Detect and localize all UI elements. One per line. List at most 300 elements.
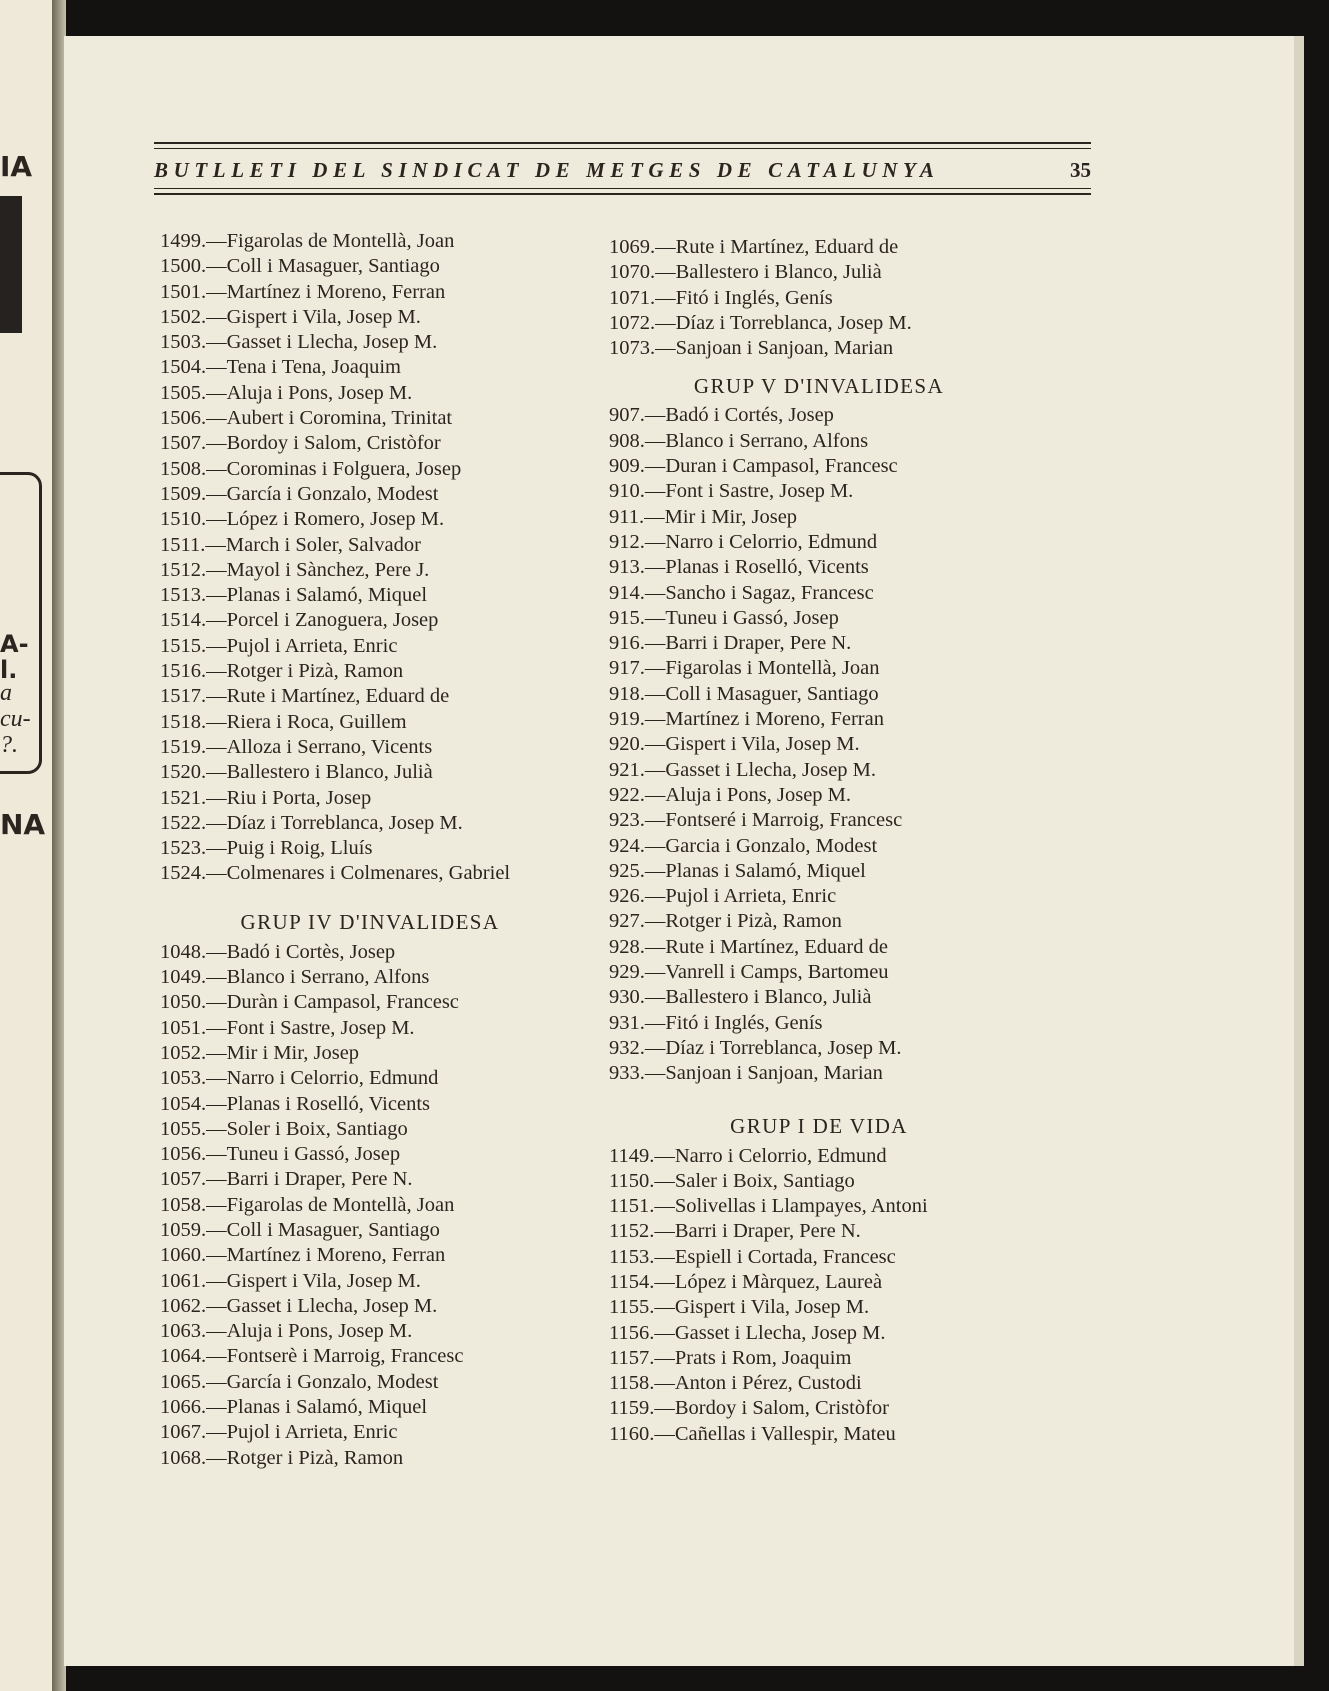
entry-number: 1516. bbox=[160, 660, 207, 683]
entry-dash: — bbox=[206, 1193, 227, 1216]
entry-dash: — bbox=[644, 986, 666, 1009]
list-entry bbox=[160, 836, 580, 861]
entry-dash: — bbox=[644, 455, 666, 478]
entry-dash: — bbox=[206, 558, 227, 581]
entry-dash: — bbox=[654, 1296, 675, 1319]
entry-number: 917. bbox=[609, 657, 645, 680]
entry-name: Pujol i Arrieta, Enric bbox=[665, 885, 837, 908]
entry-name: Gasset i Llecha, Josep M. bbox=[226, 1294, 438, 1317]
entry-dash: — bbox=[644, 1036, 666, 1059]
entry-number: 1150. bbox=[609, 1169, 655, 1192]
entry-dash: — bbox=[206, 991, 227, 1014]
entry-dash: — bbox=[644, 480, 666, 503]
entry-dash: — bbox=[644, 733, 666, 756]
entry-dash: — bbox=[644, 505, 665, 528]
list-entry bbox=[609, 260, 1029, 285]
entry-number: 1068. bbox=[160, 1446, 207, 1469]
entry-name: Mir i Mir, Josep bbox=[664, 505, 798, 528]
entry-number: 1058. bbox=[160, 1193, 207, 1216]
entry-dash: — bbox=[644, 708, 666, 731]
entry-number: 1505. bbox=[160, 381, 207, 404]
header-top-rule-thin bbox=[154, 148, 1091, 149]
entry-number: 909. bbox=[609, 455, 645, 478]
entry-dash: — bbox=[654, 1270, 675, 1293]
entry-number: 920. bbox=[609, 733, 645, 756]
list-entry bbox=[160, 254, 580, 279]
entry-number: 1053. bbox=[160, 1067, 207, 1090]
list-entry bbox=[609, 530, 1029, 555]
entry-name: Fitó i Inglés, Genís bbox=[665, 1011, 823, 1034]
entry-number: 1151. bbox=[609, 1195, 655, 1218]
entry-dash: — bbox=[206, 837, 227, 860]
entry-name: Martínez i Moreno, Ferran bbox=[226, 280, 446, 303]
entry-dash: — bbox=[206, 1092, 227, 1115]
entry-number: 1524. bbox=[160, 862, 207, 885]
entry-number: 1504. bbox=[160, 356, 207, 379]
adjacent-page-text: ?. bbox=[0, 732, 18, 758]
list-entry bbox=[609, 859, 1029, 884]
list-entry bbox=[609, 631, 1029, 656]
entry-dash: — bbox=[654, 1245, 675, 1268]
entry-number: 1153. bbox=[609, 1245, 655, 1268]
entry-number: 1159. bbox=[609, 1397, 655, 1420]
adjacent-page-text: IA bbox=[0, 150, 33, 183]
list-entry bbox=[609, 311, 1029, 336]
entry-dash: — bbox=[206, 255, 227, 278]
entry-name: Vanrell i Camps, Bartomeu bbox=[665, 961, 889, 984]
entry-dash: — bbox=[206, 1370, 227, 1393]
entry-number: 1055. bbox=[160, 1117, 207, 1140]
entry-name: Garcia i Gonzalo, Modest bbox=[665, 834, 878, 857]
entry-name: Bordoy i Salom, Cristòfor bbox=[226, 432, 441, 455]
adjacent-page-text: a bbox=[0, 680, 12, 706]
entry-dash: — bbox=[654, 1220, 675, 1243]
entry-number: 915. bbox=[609, 606, 645, 629]
entry-number: 922. bbox=[609, 783, 645, 806]
member-list bbox=[609, 1144, 1029, 1448]
list-entry bbox=[609, 429, 1029, 454]
list-entry bbox=[609, 1219, 1029, 1244]
entry-name: Figarolas de Montellà, Joan bbox=[226, 1193, 455, 1216]
entry-name: Narro i Celorrio, Edmund bbox=[674, 1144, 887, 1167]
entry-dash: — bbox=[644, 758, 666, 781]
member-list bbox=[609, 403, 1029, 1086]
entry-dash: — bbox=[206, 457, 227, 480]
entry-dash: — bbox=[206, 508, 227, 531]
list-entry bbox=[160, 431, 580, 456]
entry-name: Porcel i Zanoguera, Josep bbox=[226, 609, 439, 632]
list-entry bbox=[609, 1346, 1029, 1371]
entry-number: 1057. bbox=[160, 1168, 207, 1191]
entry-name: Díaz i Torreblanca, Josep M. bbox=[226, 811, 463, 834]
list-entry bbox=[160, 381, 580, 406]
entry-dash: — bbox=[206, 660, 227, 683]
list-entry bbox=[609, 1169, 1029, 1194]
right-column bbox=[609, 235, 1029, 1447]
group-heading: GRUP V D'INVALIDESA bbox=[693, 374, 945, 399]
header-bottom-rule bbox=[154, 193, 1091, 195]
entry-name: Pujol i Arrieta, Enric bbox=[226, 1421, 398, 1444]
entry-dash: — bbox=[644, 530, 666, 553]
list-entry bbox=[609, 505, 1029, 530]
entry-name: Planas i Salamó, Miquel bbox=[226, 1396, 428, 1419]
entry-number: 1063. bbox=[160, 1320, 207, 1343]
entry-name: Planas i Salamó, Miquel bbox=[665, 859, 866, 882]
entry-name: Martínez i Moreno, Ferran bbox=[665, 708, 884, 731]
list-entry bbox=[160, 760, 580, 785]
entry-name: Sanjoan i Sanjoan, Marian bbox=[675, 337, 894, 360]
entry-dash: — bbox=[655, 311, 676, 334]
entry-dash: — bbox=[644, 632, 666, 655]
entry-name: Blanco i Serrano, Alfons bbox=[665, 429, 869, 452]
list-entry bbox=[160, 861, 580, 886]
entry-number: 1160. bbox=[609, 1422, 655, 1445]
entry-dash: — bbox=[644, 581, 666, 604]
entry-dash: — bbox=[644, 1062, 666, 1085]
entry-dash: — bbox=[206, 482, 227, 505]
entry-dash: — bbox=[644, 910, 666, 933]
entry-name: Gispert i Vila, Josep M. bbox=[674, 1296, 870, 1319]
entry-number: 1521. bbox=[160, 786, 207, 809]
entry-dash: — bbox=[655, 236, 676, 258]
list-entry bbox=[160, 305, 580, 330]
entry-number: 1066. bbox=[160, 1396, 207, 1419]
entry-name: Font i Sastre, Josep M. bbox=[665, 480, 854, 503]
entry-number: 1059. bbox=[160, 1218, 207, 1241]
entry-name: Mir i Mir, Josep bbox=[226, 1041, 360, 1064]
list-entry bbox=[160, 684, 580, 709]
entry-name: Colmenares i Colmenares, Gabriel bbox=[226, 862, 511, 885]
list-entry bbox=[609, 581, 1029, 606]
entry-dash: — bbox=[206, 609, 227, 632]
list-entry bbox=[609, 909, 1029, 934]
entry-number: 933. bbox=[609, 1062, 645, 1085]
list-entry bbox=[609, 403, 1029, 428]
entry-dash: — bbox=[206, 305, 227, 328]
entry-name: Rute i Martínez, Eduard de bbox=[675, 236, 899, 258]
entry-dash: — bbox=[206, 1294, 227, 1317]
list-entry bbox=[609, 1011, 1029, 1036]
entry-number: 1520. bbox=[160, 761, 207, 784]
running-header bbox=[154, 158, 1091, 198]
entry-dash: — bbox=[644, 1011, 666, 1034]
entry-number: 1152. bbox=[609, 1220, 655, 1243]
list-entry bbox=[609, 1396, 1029, 1421]
entry-number: 932. bbox=[609, 1036, 645, 1059]
list-entry bbox=[160, 457, 580, 482]
entry-number: 1157. bbox=[609, 1346, 655, 1369]
entry-name: Barri i Draper, Pere N. bbox=[226, 1168, 413, 1191]
entry-name: Cañellas i Vallespir, Mateu bbox=[674, 1422, 896, 1445]
entry-number: 1517. bbox=[160, 685, 207, 708]
entry-number: 924. bbox=[609, 834, 645, 857]
list-entry bbox=[160, 406, 580, 431]
entry-number: 1049. bbox=[160, 966, 207, 989]
entry-number: 1156. bbox=[609, 1321, 655, 1344]
entry-name: Aubert i Coromina, Trinitat bbox=[226, 407, 453, 430]
entry-number: 1158. bbox=[609, 1372, 655, 1395]
entry-name: Aluja i Pons, Josep M. bbox=[665, 783, 852, 806]
entry-number: 1511. bbox=[160, 533, 206, 556]
list-entry bbox=[609, 985, 1029, 1010]
entry-number: 925. bbox=[609, 859, 645, 882]
list-entry bbox=[609, 1061, 1029, 1086]
entry-name: Bordoy i Salom, Cristòfor bbox=[674, 1397, 889, 1420]
list-entry bbox=[609, 682, 1029, 707]
entry-number: 1069. bbox=[609, 236, 656, 258]
list-entry bbox=[160, 229, 580, 254]
list-entry bbox=[160, 940, 580, 965]
entry-dash: — bbox=[654, 1321, 675, 1344]
list-entry bbox=[609, 454, 1029, 479]
list-entry bbox=[609, 286, 1029, 311]
entry-name: Alloza i Serrano, Vicents bbox=[226, 735, 433, 758]
entry-number: 1072. bbox=[609, 311, 656, 334]
list-entry bbox=[160, 507, 580, 532]
entry-dash: — bbox=[655, 261, 676, 284]
entry-name: Saler i Boix, Santiago bbox=[674, 1169, 855, 1192]
list-entry bbox=[160, 533, 580, 558]
entry-name: Gispert i Vila, Josep M. bbox=[665, 733, 860, 756]
entry-name: Rute i Martínez, Eduard de bbox=[665, 935, 888, 958]
entry-name: Planas i Salamó, Miquel bbox=[226, 584, 428, 607]
member-list bbox=[160, 229, 580, 887]
entry-name: Fitó i Inglés, Genís bbox=[675, 286, 833, 309]
entry-number: 911. bbox=[609, 505, 645, 528]
entry-number: 1499. bbox=[160, 230, 207, 252]
list-entry bbox=[160, 634, 580, 659]
entry-number: 1502. bbox=[160, 305, 207, 328]
list-entry bbox=[160, 1294, 580, 1319]
entry-name: Aluja i Pons, Josep M. bbox=[226, 381, 413, 404]
entry-name: Narro i Celorrio, Edmund bbox=[665, 530, 878, 553]
entry-name: Sancho i Sagaz, Francesc bbox=[665, 581, 874, 604]
entry-number: 914. bbox=[609, 581, 645, 604]
entry-name: Barri i Draper, Pere N. bbox=[665, 632, 852, 655]
entry-number: 1503. bbox=[160, 331, 207, 354]
entry-dash: — bbox=[206, 1396, 227, 1419]
entry-name: Gasset i Llecha, Josep M. bbox=[674, 1321, 886, 1344]
entry-number: 916. bbox=[609, 632, 645, 655]
entry-number: 1051. bbox=[160, 1016, 207, 1039]
entry-dash: — bbox=[206, 1168, 227, 1191]
entry-number: 926. bbox=[609, 885, 645, 908]
entry-name: Puig i Roig, Lluís bbox=[226, 837, 373, 860]
adjacent-page-text: NA bbox=[0, 808, 46, 841]
entry-name: Planas i Roselló, Vicents bbox=[226, 1092, 431, 1115]
list-entry bbox=[609, 1295, 1029, 1320]
entry-number: 907. bbox=[609, 404, 645, 427]
list-entry bbox=[160, 1041, 580, 1066]
entry-name: Ballestero i Blanco, Julià bbox=[226, 761, 433, 784]
entry-dash: — bbox=[644, 809, 666, 832]
running-title: BUTLLETI DEL SINDICAT DE METGES DE CATALUNYA bbox=[154, 158, 940, 182]
entry-name: Duràn i Campasol, Francesc bbox=[226, 991, 459, 1014]
entry-number: 1519. bbox=[160, 735, 207, 758]
entry-name: Mayol i Sànchez, Pere J. bbox=[226, 558, 430, 581]
entry-name: Gispert i Vila, Josep M. bbox=[226, 1269, 421, 1292]
list-entry bbox=[609, 935, 1029, 960]
list-entry bbox=[609, 606, 1029, 631]
entry-name: Díaz i Torreblanca, Josep M. bbox=[665, 1036, 902, 1059]
entry-name: Gasset i Llecha, Josep M. bbox=[226, 331, 438, 354]
entry-number: 1507. bbox=[160, 432, 207, 455]
entry-number: 1064. bbox=[160, 1345, 207, 1368]
entry-number: 1062. bbox=[160, 1294, 207, 1317]
entry-number: 923. bbox=[609, 809, 645, 832]
list-entry bbox=[160, 330, 580, 355]
entry-name: Gasset i Llecha, Josep M. bbox=[665, 758, 877, 781]
list-entry bbox=[609, 783, 1029, 808]
entry-number: 1052. bbox=[160, 1041, 207, 1064]
list-entry bbox=[609, 235, 1029, 260]
header-bottom-rule-thin bbox=[154, 188, 1091, 189]
entry-dash: — bbox=[206, 280, 227, 303]
entry-dash: — bbox=[644, 404, 666, 427]
list-entry bbox=[609, 808, 1029, 833]
list-entry bbox=[609, 758, 1029, 783]
entry-number: 1060. bbox=[160, 1244, 207, 1267]
entry-number: 1510. bbox=[160, 508, 207, 531]
entry-dash: — bbox=[644, 556, 666, 579]
entry-name: Anton i Pérez, Custodi bbox=[674, 1372, 862, 1395]
list-entry bbox=[609, 555, 1029, 580]
entry-number: 1071. bbox=[609, 286, 656, 309]
entry-name: Ballestero i Blanco, Julià bbox=[675, 261, 882, 284]
entry-dash: — bbox=[206, 1041, 227, 1064]
entry-dash: — bbox=[206, 1345, 227, 1368]
entry-dash: — bbox=[206, 1320, 227, 1343]
list-entry bbox=[160, 1395, 580, 1420]
entry-name: López i Màrquez, Laureà bbox=[674, 1270, 883, 1293]
entry-number: 1500. bbox=[160, 255, 207, 278]
list-entry bbox=[609, 1194, 1029, 1219]
entry-dash: — bbox=[206, 1244, 227, 1267]
list-entry bbox=[160, 710, 580, 735]
entry-dash: — bbox=[206, 966, 227, 989]
list-entry bbox=[609, 1422, 1029, 1447]
entry-name: Figarolas de Montellà, Joan bbox=[226, 230, 455, 252]
entry-number: 1048. bbox=[160, 940, 207, 963]
list-entry bbox=[609, 1371, 1029, 1396]
list-entry bbox=[160, 280, 580, 305]
list-entry bbox=[609, 960, 1029, 985]
left-column bbox=[160, 229, 580, 1471]
entry-name: Coll i Masaguer, Santiago bbox=[665, 682, 879, 705]
entry-name: Tuneu i Gassó, Josep bbox=[226, 1143, 401, 1166]
entry-dash: — bbox=[206, 1067, 227, 1090]
entry-dash: — bbox=[206, 1218, 227, 1241]
entry-dash: — bbox=[644, 834, 666, 857]
entry-name: Riu i Porta, Josep bbox=[226, 786, 372, 809]
group-heading: GRUP IV D'INVALIDESA bbox=[240, 909, 500, 934]
entry-dash: — bbox=[206, 811, 227, 834]
entry-number: 1515. bbox=[160, 634, 207, 657]
entry-name: Badó i Cortès, Josep bbox=[226, 940, 396, 963]
entry-number: 1065. bbox=[160, 1370, 207, 1393]
list-entry bbox=[160, 583, 580, 608]
entry-dash: — bbox=[644, 859, 666, 882]
entry-name: Pujol i Arrieta, Enric bbox=[226, 634, 398, 657]
entry-number: 1518. bbox=[160, 710, 207, 733]
entry-number: 927. bbox=[609, 910, 645, 933]
entry-number: 1050. bbox=[160, 991, 207, 1014]
entry-dash: — bbox=[206, 331, 227, 354]
entry-dash: — bbox=[644, 961, 666, 984]
member-list bbox=[160, 940, 580, 1471]
entry-number: 1509. bbox=[160, 482, 207, 505]
list-entry bbox=[609, 732, 1029, 757]
entry-name: Rotger i Pizà, Ramon bbox=[226, 660, 404, 683]
entry-number: 928. bbox=[609, 935, 645, 958]
entry-number: 1506. bbox=[160, 407, 207, 430]
list-entry bbox=[160, 355, 580, 380]
entry-name: Fontserè i Marroig, Francesc bbox=[226, 1345, 464, 1368]
entry-dash: — bbox=[655, 286, 676, 309]
entry-dash: — bbox=[206, 1446, 227, 1469]
entry-dash: — bbox=[206, 1016, 227, 1039]
entry-dash: — bbox=[206, 1421, 227, 1444]
adjacent-page-fragment bbox=[0, 0, 58, 1691]
group-heading: GRUP I DE VIDA bbox=[730, 1113, 908, 1138]
list-entry bbox=[160, 1092, 580, 1117]
entry-name: Badó i Cortés, Josep bbox=[665, 404, 834, 427]
entry-dash: — bbox=[644, 657, 666, 680]
entry-name: Tuneu i Gassó, Josep bbox=[665, 606, 839, 629]
entry-number: 912. bbox=[609, 530, 645, 553]
list-entry bbox=[160, 1319, 580, 1344]
entry-dash: — bbox=[654, 1346, 675, 1369]
entry-number: 1073. bbox=[609, 337, 656, 360]
entry-number: 930. bbox=[609, 986, 645, 1009]
entry-number: 1067. bbox=[160, 1421, 207, 1444]
entry-name: Duran i Campasol, Francesc bbox=[665, 455, 898, 478]
entry-number: 1155. bbox=[609, 1296, 655, 1319]
entry-number: 1508. bbox=[160, 457, 207, 480]
list-entry bbox=[160, 965, 580, 990]
list-entry bbox=[160, 1370, 580, 1395]
entry-number: 910. bbox=[609, 480, 645, 503]
list-entry bbox=[609, 1144, 1029, 1169]
entry-number: 1056. bbox=[160, 1143, 207, 1166]
entry-number: 1514. bbox=[160, 609, 207, 632]
entry-name: Tena i Tena, Joaquim bbox=[226, 356, 401, 379]
entry-dash: — bbox=[206, 735, 227, 758]
entry-number: 921. bbox=[609, 758, 645, 781]
entry-dash: — bbox=[644, 606, 666, 629]
page bbox=[64, 36, 1304, 1666]
entry-name: Font i Sastre, Josep M. bbox=[226, 1016, 415, 1039]
entry-name: Díaz i Torreblanca, Josep M. bbox=[675, 311, 912, 334]
entry-number: 1501. bbox=[160, 280, 207, 303]
entry-dash: — bbox=[206, 230, 227, 252]
entry-number: 1512. bbox=[160, 558, 207, 581]
entry-name: Planas i Roselló, Vicents bbox=[665, 556, 869, 579]
entry-dash: — bbox=[206, 381, 227, 404]
page-edge bbox=[1294, 36, 1304, 1666]
list-entry bbox=[160, 1016, 580, 1041]
list-entry bbox=[160, 1344, 580, 1369]
list-entry bbox=[160, 1218, 580, 1243]
entry-name: Aluja i Pons, Josep M. bbox=[226, 1320, 413, 1343]
entry-dash: — bbox=[206, 407, 227, 430]
list-entry bbox=[160, 482, 580, 507]
entry-name: Rotger i Pizà, Ramon bbox=[665, 910, 842, 933]
entry-name: Figarolas i Montellà, Joan bbox=[665, 657, 880, 680]
list-entry bbox=[609, 656, 1029, 681]
list-entry bbox=[160, 1193, 580, 1218]
list-entry bbox=[160, 990, 580, 1015]
